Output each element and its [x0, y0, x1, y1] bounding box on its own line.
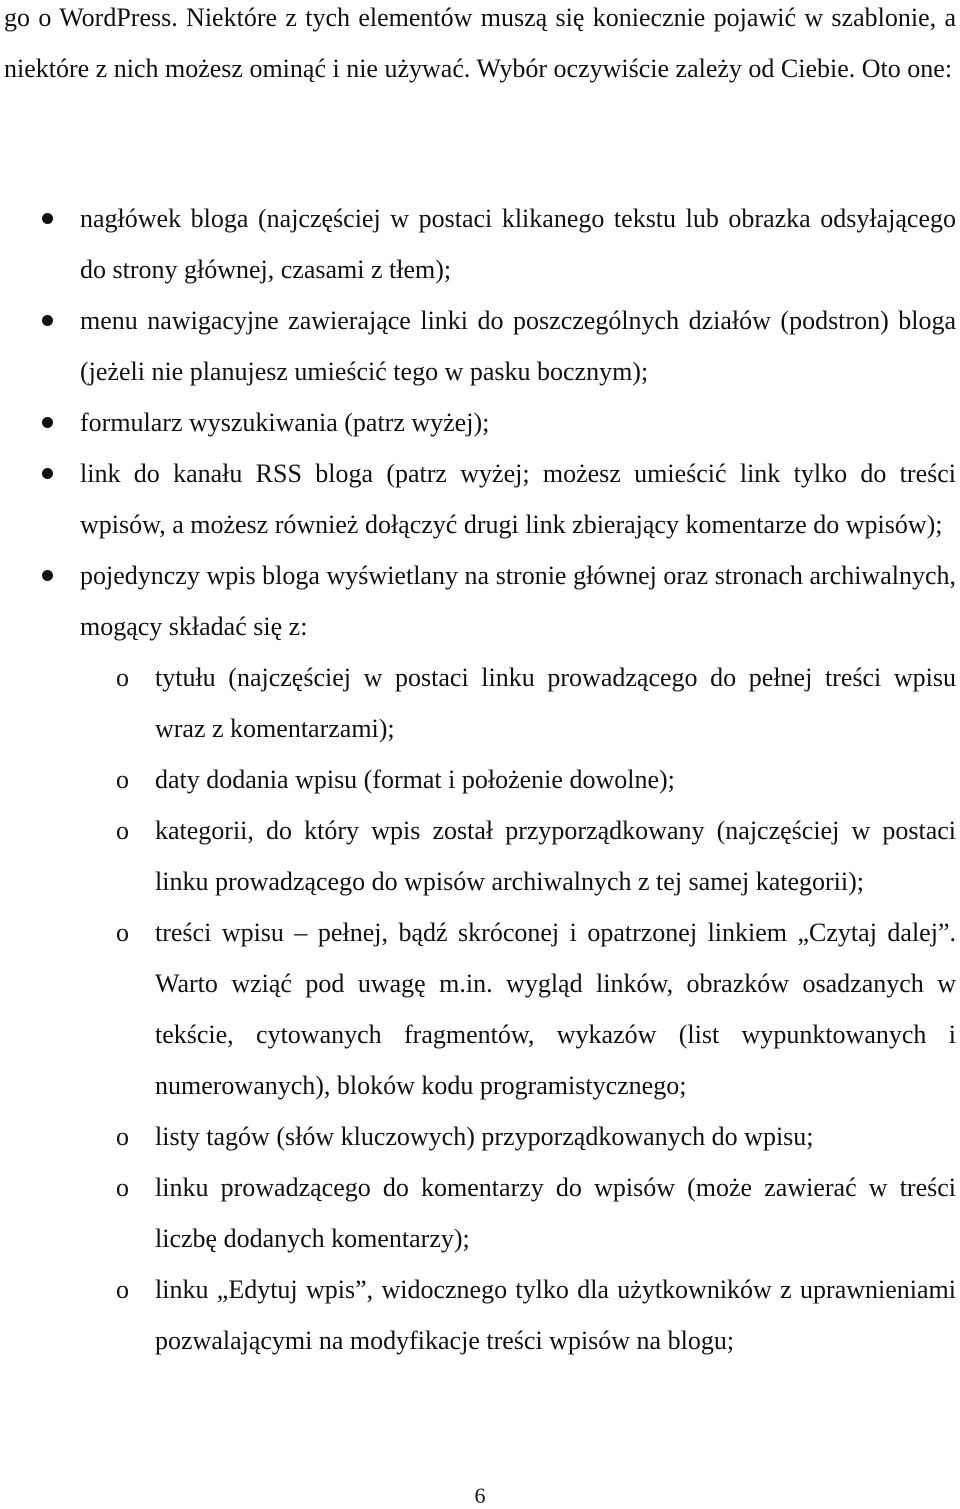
- list-item-text: pojedynczy wpis bloga wyświetlany na stronie głównej oraz stronach archiwalnych, mogący składać się z:: [80, 561, 956, 641]
- sub-list-item-text: treści wpisu – pełnej, bądź skróconej i opatrzonej linkiem „Czytaj dalej”. Warto wziąć pod uwagę m.in. wygląd linków, obrazków osadzanych w tekście, cytowanych fragmentów, wykazów (list wypunktowanych i numerowanych), bloków kodu programistycznego;: [155, 918, 956, 1100]
- list-item-text: nagłówek bloga (najczęściej w postaci klikanego tekstu lub obrazka odsyłającego do strony głównej, czasami z tłem);: [80, 204, 956, 284]
- bullet-icon: [42, 213, 53, 224]
- circle-bullet-icon: o: [116, 918, 129, 947]
- bullet-icon: [42, 315, 53, 326]
- circle-bullet-icon: o: [116, 1173, 129, 1202]
- bullet-icon: [42, 417, 53, 428]
- list-item: [0, 193, 960, 295]
- list-item-text: menu nawigacyjne zawierające linki do poszczególnych działów (podstron) bloga (jeżeli nie planujesz umieścić tego w pasku bocznym);: [80, 306, 956, 386]
- list-item: [0, 448, 960, 550]
- sub-list-item: [80, 1264, 956, 1366]
- sub-list-item: [80, 754, 956, 805]
- sub-list-item: [80, 805, 956, 907]
- sub-list-item: [80, 1111, 956, 1162]
- sub-list-item-text: listy tagów (słów kluczowych) przyporządkowanych do wpisu;: [155, 1122, 814, 1151]
- list-item: [0, 550, 960, 1366]
- list-item: [0, 295, 960, 397]
- sub-list: [80, 652, 956, 1366]
- sub-list-item-text: linku prowadzącego do komentarzy do wpisów (może zawierać w treści liczbę dodanych komentarzy);: [155, 1173, 956, 1253]
- sub-list-item-text: linku „Edytuj wpis”, widocznego tylko dla użytkowników z uprawnieniami pozwalającymi na modyfikacje treści wpisów na blogu;: [155, 1275, 956, 1355]
- bullet-icon: [42, 468, 53, 479]
- circle-bullet-icon: o: [116, 765, 129, 794]
- sub-list-item: [80, 1162, 956, 1264]
- bullet-icon: [42, 570, 53, 581]
- list-item-text: link do kanału RSS bloga (patrz wyżej; możesz umieścić link tylko do treści wpisów, a możesz również dołączyć drugi link zbierający komentarze do wpisów);: [80, 459, 956, 539]
- list-item-text: formularz wyszukiwania (patrz wyżej);: [80, 408, 490, 437]
- list-item: [0, 397, 960, 448]
- circle-bullet-icon: o: [116, 1275, 129, 1304]
- circle-bullet-icon: o: [116, 1122, 129, 1151]
- sub-list-item: [80, 907, 956, 1111]
- sub-list-item: [80, 652, 956, 754]
- circle-bullet-icon: o: [116, 663, 129, 692]
- element-list: [0, 193, 960, 1366]
- circle-bullet-icon: o: [116, 816, 129, 845]
- sub-list-item-text: daty dodania wpisu (format i położenie dowolne);: [155, 765, 675, 794]
- page-number: 6: [474, 1483, 486, 1508]
- intro-paragraph: go o WordPress. Niektóre z tych elementów muszą się koniecznie pojawić w szablonie, a niektóre z nich możesz ominąć i nie używać. Wybór oczywiście zależy od Ciebie. Oto one:: [4, 3, 956, 83]
- sub-list-item-text: tytułu (najczęściej w postaci linku prowadzącego do pełnej treści wpisu wraz z komentarzami);: [155, 663, 956, 743]
- sub-list-item-text: kategorii, do który wpis został przyporządkowany (najczęściej w postaci linku prowadzącego do wpisów archiwalnych z tej samej kategorii);: [155, 816, 956, 896]
